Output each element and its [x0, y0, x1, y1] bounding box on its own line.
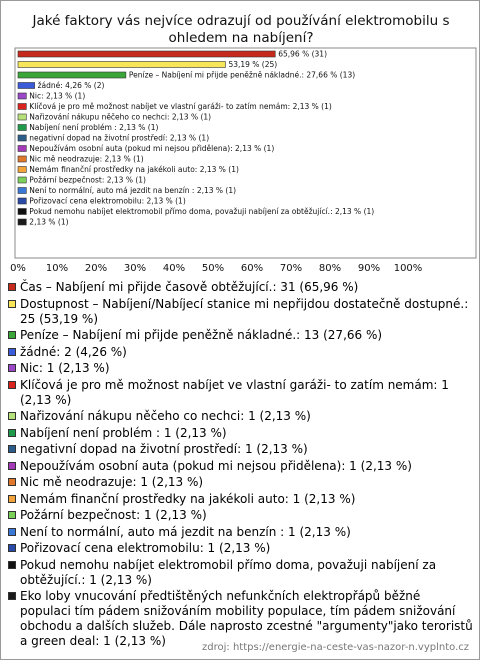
- legend-entry-4: [8, 345, 474, 360]
- bar-11: [18, 156, 26, 162]
- legend-text: Požární bezpečnost: 1 (2,13 %): [20, 508, 207, 522]
- bar-15: [18, 198, 26, 204]
- bar-label-11: Nic mě neodrazuje: 2,13 % (1): [29, 154, 144, 164]
- legend-swatch: [8, 381, 16, 389]
- legend-entry-12: [8, 492, 474, 507]
- bar-label-7: Nařizování nákupu něčeho co nechci: 2,13 % (1): [29, 112, 212, 122]
- bar-label-6: Klíčová je pro mě možnost nabíjet ve vlastní garáži- to zatím nemám: 2,13 % (1): [29, 102, 332, 111]
- x-tick-label: 30%: [123, 263, 147, 274]
- x-tick-label: 80%: [318, 263, 342, 274]
- legend-swatch: [8, 495, 16, 503]
- legend-swatch: [8, 429, 16, 437]
- legend-swatch: [8, 300, 16, 308]
- bar-3: [18, 72, 126, 78]
- legend-swatch: [8, 364, 16, 372]
- bar-label-12: Nemám finanční prostředky na jakékoli auto: 2,13 % (1): [29, 165, 239, 174]
- bar-label-9: negativní dopad na životní prostředí: 2,13 % (1): [29, 133, 210, 143]
- bar-label-13: Požární bezpečnost: 2,13 % (1): [29, 175, 146, 185]
- legend-swatch: [8, 592, 16, 600]
- legend-entry-2: [8, 297, 474, 327]
- x-tick-label: 10%: [45, 263, 69, 274]
- legend-entry-9: [8, 442, 474, 457]
- bar-label-15: Pořizovací cena elektromobilu: 2,13 % (1): [29, 196, 186, 206]
- bar-16: [18, 209, 26, 215]
- x-tick-label: 40%: [162, 263, 186, 274]
- legend-entry-7: [8, 409, 474, 424]
- legend-text: Eko loby vnucování předtištěných nefunkčních elektropřápů běžné populaci tím pádem snižováním mobility populace, tím pádem snižování obchodu a dalších služeb. Dále naprosto zcestné "argumenty"jako teroristů a green deal: 1 (2,13 %): [20, 589, 473, 648]
- legend-text: Pokud nemohu nabíjet elektromobil přímo doma, považuji nabíjení za obtěžující.: 1 (2,13 %): [20, 557, 437, 587]
- legend-entry-15: [8, 541, 474, 556]
- legend-entry-1: [8, 280, 474, 295]
- legend-text: Nemám finanční prostředky na jakékoli auto: 1 (2,13 %): [20, 491, 356, 506]
- bar-label-16: Pokud nemohu nabíjet elektromobil přímo doma, považuji nabíjení za obtěžující.: 2,13 % (1): [29, 207, 375, 216]
- legend-swatch: [8, 544, 16, 552]
- legend-text: žádné: 2 (4,26 %): [20, 344, 127, 359]
- legend-text: negativní dopad na životní prostředí: 1 (2,13 %): [20, 442, 308, 456]
- x-tick-label: 70%: [279, 263, 303, 274]
- x-tick-label: 100%: [393, 263, 423, 274]
- bar-14: [18, 188, 26, 194]
- legend-text: Nepoužívám osobní auta (pokud mi nejsou přidělena): 1 (2,13 %): [20, 458, 412, 473]
- bar-label-10: Nepoužívám osobní auta (pokud mi nejsou přidělena): 2,13 % (1): [29, 144, 275, 153]
- bar-12: [18, 167, 26, 173]
- legend-text: Není to normální, auto má jezdit na benzín : 1 (2,13 %): [20, 524, 351, 539]
- bar-1: [18, 51, 275, 57]
- legend-swatch: [8, 445, 16, 453]
- bar-chart: [1, 1, 479, 276]
- bar-label-3: Peníze – Nabíjení mi přijde peněžně nákladné.: 27,66 % (13): [128, 70, 356, 80]
- legend-entry-10: [8, 459, 474, 474]
- chart-title: Jaké faktory vás nejvíce odrazují od používání elektromobilu s ohledem na nabíjení?: [32, 13, 450, 46]
- legend-text: Pořizovací cena elektromobilu: 1 (2,13 %): [20, 541, 271, 555]
- bar-label-14: Není to normální, auto má jezdit na benzín : 2,13 % (1): [29, 186, 237, 195]
- x-tick-label: 90%: [357, 263, 381, 274]
- x-tick-label: 50%: [201, 263, 225, 274]
- bar-label-8: Nabíjení není problém : 2,13 % (1): [29, 123, 159, 132]
- legend-entry-13: [8, 508, 474, 523]
- legend-entry-5: [8, 361, 474, 376]
- legend-text: Klíčová je pro mě možnost nabíjet ve vlastní garáži- to zatím nemám: 1 (2,13 %): [20, 377, 449, 407]
- bar-9: [18, 135, 26, 141]
- legend-entry-8: [8, 426, 474, 441]
- bar-label-1: 65,96 % (31): [278, 49, 328, 59]
- legend-text: Nařizování nákupu něčeho co nechci: 1 (2,13 %): [20, 409, 311, 423]
- bar-5: [18, 93, 26, 99]
- legend-swatch: [8, 511, 16, 519]
- bar-7: [18, 114, 26, 120]
- bar-4: [18, 83, 35, 89]
- legend-text: Dostupnost – Nabíjení/Nabíjecí stanice mi nepřijdou dostatečně dostupné.: 25 (53,19 %): [20, 296, 469, 326]
- legend-text: Peníze – Nabíjení mi přijde peněžně nákladné.: 13 (27,66 %): [20, 328, 383, 342]
- legend-swatch: [8, 528, 16, 536]
- legend-swatch: [8, 331, 16, 339]
- legend-entry-3: [8, 328, 474, 343]
- legend-text: Nic mě neodrazuje: 1 (2,13 %): [20, 475, 204, 489]
- legend-swatch: [8, 283, 16, 291]
- bar-label-17: 2,13 % (1): [29, 217, 69, 227]
- bar-6: [18, 104, 26, 110]
- legend-text: Čas – Nabíjení mi přijde časově obtěžující.: 31 (65,96 %): [20, 280, 359, 294]
- plot-area: [15, 48, 476, 258]
- legend-entry-11: [8, 475, 474, 490]
- legend-swatch: [8, 462, 16, 470]
- bar-10: [18, 146, 26, 152]
- source-note: zdroj: https://energie-na-ceste-vas-nazor-n.vyplnto.cz: [202, 642, 469, 653]
- legend: [8, 280, 474, 651]
- legend-swatch: [8, 478, 16, 486]
- legend-text: Nic: 1 (2,13 %): [20, 361, 110, 375]
- legend-entry-17: [8, 589, 474, 649]
- bar-8: [18, 125, 26, 131]
- bar-17: [18, 219, 26, 225]
- legend-entry-16: [8, 558, 474, 588]
- legend-swatch: [8, 561, 16, 569]
- x-tick-label: 0%: [10, 263, 26, 274]
- bar-label-4: žádné: 4,26 % (2): [37, 81, 105, 90]
- x-tick-label: 60%: [240, 263, 264, 274]
- legend-swatch: [8, 348, 16, 356]
- legend-entry-6: [8, 378, 474, 408]
- legend-entry-14: [8, 525, 474, 540]
- bar-13: [18, 177, 26, 183]
- legend-text: Nabíjení není problém : 1 (2,13 %): [20, 425, 227, 440]
- bar-label-5: Nic: 2,13 % (1): [29, 91, 86, 101]
- bar-label-2: 53,19 % (25): [228, 60, 278, 69]
- legend-swatch: [8, 412, 16, 420]
- bar-2: [18, 62, 225, 68]
- x-tick-label: 20%: [84, 263, 108, 274]
